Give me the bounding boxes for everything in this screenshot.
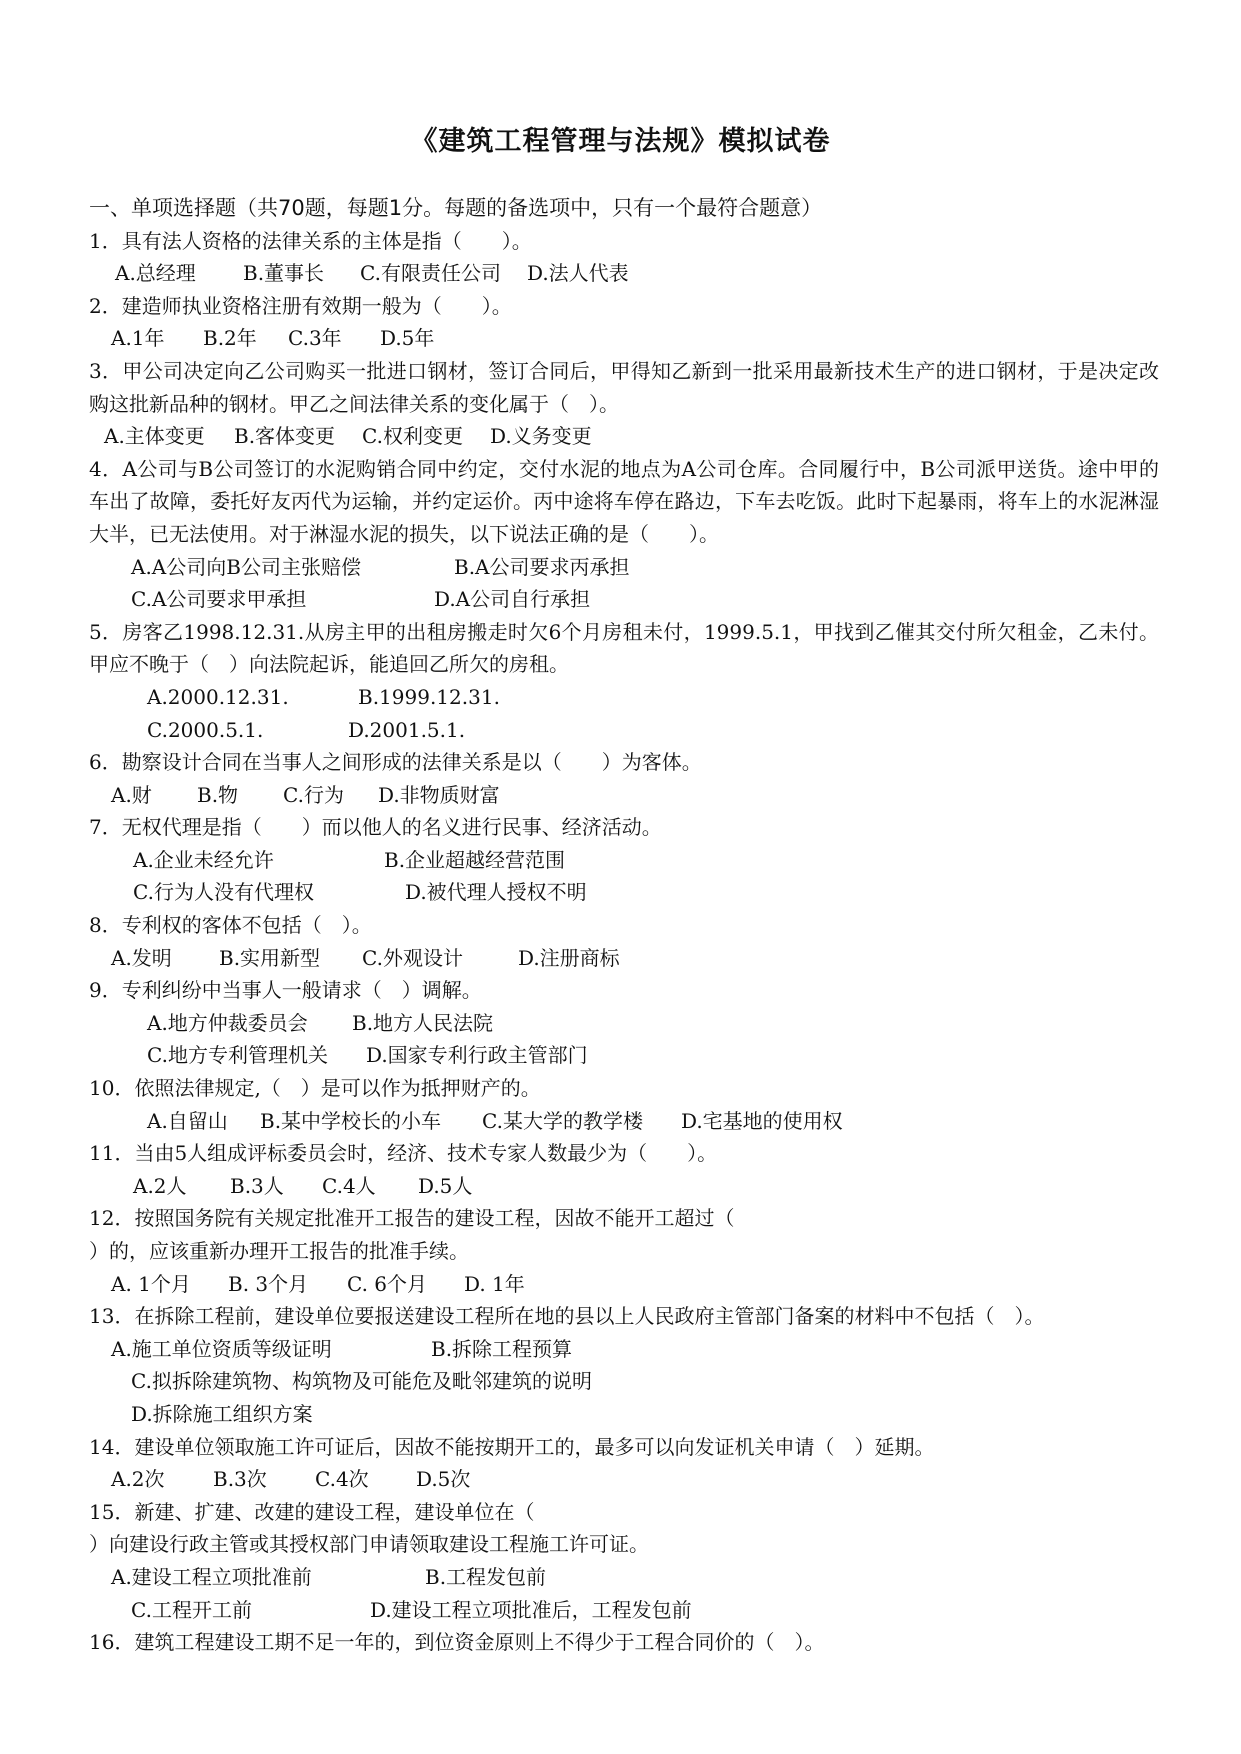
exam-content	[89, 192, 1159, 1659]
option: B.地方人民法院	[352, 1010, 494, 1035]
option: D.宅基地的使用权	[681, 1108, 843, 1133]
options-15	[89, 1561, 1159, 1594]
options-9b	[89, 1039, 1159, 1072]
option: C.4人	[322, 1173, 376, 1198]
option: A.地方仲裁委员会	[147, 1010, 308, 1035]
question-11: 11．当由5人组成评标委员会时，经济、技术专家人数最少为（ ）。	[89, 1141, 718, 1166]
option: C.某大学的教学楼	[482, 1108, 643, 1133]
exam-title: 《建筑工程管理与法规》模拟试卷	[410, 126, 831, 157]
option: C.行为	[283, 782, 344, 807]
options-10	[89, 1105, 1159, 1138]
options-5	[89, 681, 1159, 714]
option: B.物	[197, 782, 239, 807]
option: A.主体变更	[104, 424, 205, 449]
option: B.工程发包前	[425, 1564, 547, 1589]
option: D. 1年	[464, 1271, 525, 1296]
options-1	[89, 257, 1159, 290]
question-3: 3．甲公司决定向乙公司购买一批进口钢材，签订合同后，甲得知乙新到一批采用最新技术生产的进口钢材，于是决定改购这批新品种的钢材。甲乙之间法律关系的变化属于（ ）。	[89, 358, 1159, 416]
option: D.5人	[418, 1173, 473, 1198]
option: D.建设工程立项批准后，工程发包前	[370, 1597, 692, 1622]
option: C.有限责任公司	[360, 261, 501, 286]
question-14: 14．建设单位领取施工许可证后，因故不能按期开工的，最多可以向发证机关申请（ ）延期。	[89, 1434, 935, 1459]
option: A. 1个月	[111, 1271, 191, 1296]
option: C.行为人没有代理权	[133, 880, 314, 905]
option: D.国家专利行政主管部门	[366, 1043, 588, 1068]
options-7b	[89, 876, 1159, 909]
option: A.财	[111, 782, 152, 807]
question-6: 6．勘察设计合同在当事人之间形成的法律关系是以（ ）为客体。	[89, 750, 702, 775]
option: C.拟拆除建筑物、构筑物及可能危及毗邻建筑的说明	[131, 1369, 592, 1394]
question-5: 5．房客乙1998.12.31.从房主甲的出租房搬走时欠6个月房租未付，1999.5.1，甲找到乙催其交付所欠租金，乙未付。甲应不晚于（ ）向法院起诉，能追回乙所欠的房租。	[89, 619, 1159, 677]
option: B.A公司要求丙承担	[454, 554, 630, 579]
option: B.1999.12.31.	[358, 684, 500, 709]
question-2: 2．建造师执业资格注册有效期一般为（ ）。	[89, 293, 512, 318]
option: D.2001.5.1.	[348, 717, 466, 742]
option: C.权利变更	[362, 424, 463, 449]
options-13	[89, 1333, 1159, 1366]
question-15-cont: ）向建设行政主管或其授权部门申请领取建设工程施工许可证。	[89, 1532, 649, 1557]
option: B.拆除工程预算	[431, 1336, 573, 1361]
option: D.法人代表	[527, 261, 629, 286]
option: D.A公司自行承担	[434, 587, 591, 612]
option: A.2人	[133, 1173, 187, 1198]
options-13c	[89, 1398, 1159, 1431]
option: B.某中学校长的小车	[260, 1108, 442, 1133]
option: A.自留山	[147, 1108, 228, 1133]
question-15: 15．新建、扩建、改建的建设工程，建设单位在（	[89, 1499, 535, 1524]
options-4b	[89, 583, 1159, 616]
option: D.被代理人授权不明	[405, 880, 587, 905]
option: A.2000.12.31.	[147, 684, 289, 709]
options-5b	[89, 714, 1159, 747]
option: A.建设工程立项批准前	[111, 1564, 312, 1589]
option: C.地方专利管理机关	[147, 1043, 328, 1068]
options-2	[89, 322, 1159, 355]
option: C.4次	[315, 1467, 369, 1492]
option: C.工程开工前	[131, 1597, 252, 1622]
option: A.企业未经允许	[133, 847, 274, 872]
option: C.3年	[288, 326, 342, 351]
option: A.1年	[111, 326, 165, 351]
question-12: 12．按照国务院有关规定批准开工报告的建设工程，因故不能开工超过（	[89, 1206, 735, 1231]
options-9	[89, 1007, 1159, 1040]
question-16: 16．建筑工程建设工期不足一年的，到位资金原则上不得少于工程合同价的（ ）。	[89, 1630, 825, 1655]
option: C.2000.5.1.	[147, 717, 264, 742]
question-9: 9．专利纠纷中当事人一般请求（ ）调解。	[89, 978, 482, 1003]
options-13b	[89, 1365, 1159, 1398]
option: D.5年	[380, 326, 435, 351]
options-4	[89, 551, 1159, 584]
option: A.施工单位资质等级证明	[111, 1336, 332, 1361]
options-12	[89, 1268, 1159, 1301]
option: A.发明	[111, 945, 172, 970]
question-8: 8．专利权的客体不包括（ ）。	[89, 913, 372, 938]
option: B.董事长	[243, 261, 325, 286]
option: C. 6个月	[347, 1271, 428, 1296]
option: B.3人	[230, 1173, 284, 1198]
question-12-cont: ）的，应该重新办理开工报告的批准手续。	[89, 1239, 469, 1263]
option: C.外观设计	[362, 945, 463, 970]
question-1: 1．具有法人资格的法律关系的主体是指（ ）。	[89, 228, 532, 253]
option: B.实用新型	[219, 945, 321, 970]
option: D.义务变更	[490, 424, 592, 449]
option: A.总经理	[115, 261, 196, 286]
option: A.A公司向B公司主张赔偿	[131, 554, 361, 579]
question-13: 13．在拆除工程前，建设单位要报送建设工程所在地的县以上人民政府主管部门备案的材料中不包括（ ）。	[89, 1304, 1045, 1329]
option: D.拆除施工组织方案	[131, 1401, 313, 1426]
option: C.A公司要求甲承担	[131, 587, 307, 612]
option: D.非物质财富	[378, 782, 500, 807]
options-3	[89, 420, 1159, 453]
options-14	[89, 1463, 1159, 1496]
option: D.5次	[416, 1467, 471, 1492]
options-7	[89, 844, 1159, 877]
options-15b	[89, 1594, 1159, 1627]
option: B.2年	[203, 326, 257, 351]
option: D.注册商标	[518, 945, 620, 970]
question-7: 7．无权代理是指（ ）而以他人的名义进行民事、经济活动。	[89, 815, 662, 840]
option: B.3次	[213, 1467, 267, 1492]
options-6	[89, 779, 1159, 812]
option: B. 3个月	[228, 1271, 309, 1296]
option: A.2次	[111, 1467, 165, 1492]
question-4: 4．A公司与B公司签订的水泥购销合同中约定，交付水泥的地点为A公司仓库。合同履行中，B公司派甲送货。途中甲的车出了故障，委托好友丙代为运输，并约定运价。丙中途将车停在路边，下车去吃饭。此时下起暴雨，将车上的水泥淋湿大半，已无法使用。对于淋湿水泥的损失，以下说法正确的是（ ）。	[89, 456, 1159, 546]
question-10: 10．依照法律规定,（ ）是可以作为抵押财产的。	[89, 1076, 541, 1101]
option: B.企业超越经营范围	[384, 847, 566, 872]
options-11	[89, 1170, 1159, 1203]
options-8	[89, 942, 1159, 975]
option: B.客体变更	[234, 424, 336, 449]
section-header: 一、单项选择题（共70题，每题1分。每题的备选项中，只有一个最符合题意）	[89, 196, 823, 220]
